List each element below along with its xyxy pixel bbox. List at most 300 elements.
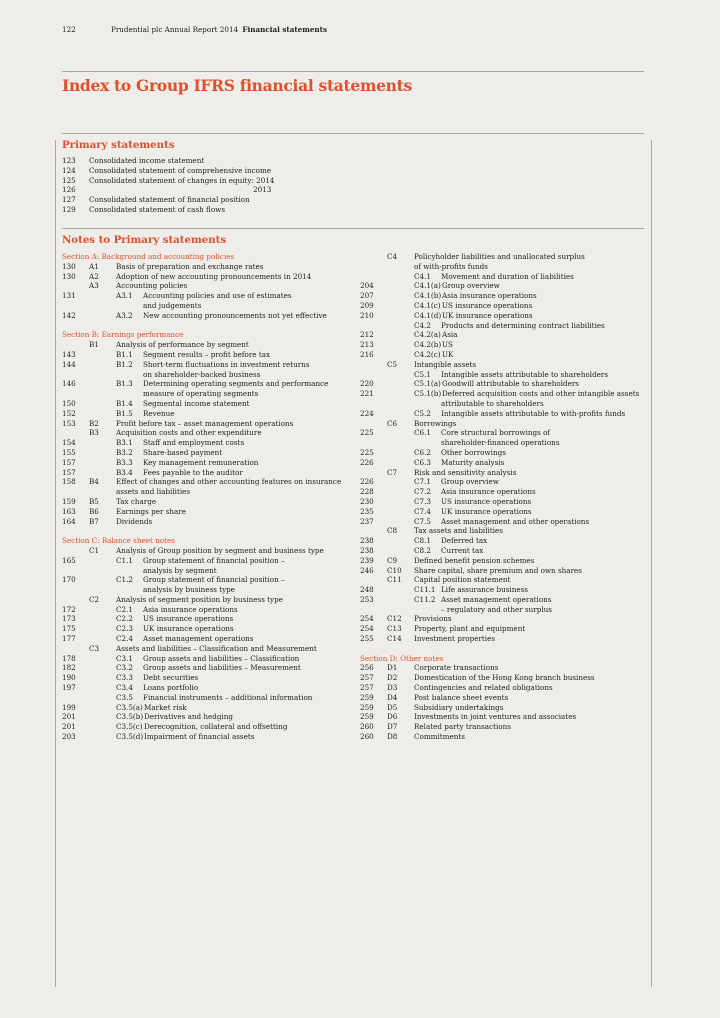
index-entry xyxy=(360,262,650,272)
page-number: 122 xyxy=(62,25,76,34)
entry-title: Staff and employment costs xyxy=(143,438,245,448)
index-entry xyxy=(62,360,352,370)
note-code: C4.2(b) xyxy=(414,340,442,350)
index-entry xyxy=(360,546,650,556)
entry-title: Other borrowings xyxy=(441,447,506,457)
index-entry xyxy=(62,205,322,215)
note-code: C4.1(d) xyxy=(414,310,442,320)
index-entry xyxy=(360,458,650,468)
entry-title: Post balance sheet events xyxy=(414,692,509,702)
note-code: C7.1 xyxy=(414,477,431,487)
note-code: C5 xyxy=(387,359,398,369)
note-code: C2.3 xyxy=(116,624,133,634)
index-entry xyxy=(62,370,352,380)
note-code: C5.1(a) xyxy=(414,379,441,389)
page-ref: 201 xyxy=(62,722,76,732)
entry-title: Derecognition, collateral and offsetting xyxy=(144,722,288,732)
entry-title: Assets and liabilities – Classification and Measurement xyxy=(116,643,317,653)
note-code: C4.1(b) xyxy=(414,291,442,301)
entry-title: Tax charge xyxy=(116,496,157,506)
page-ref: 201 xyxy=(62,712,76,722)
entry-title: Core structural borrowings of xyxy=(441,428,551,438)
index-entry xyxy=(360,595,650,605)
note-code: C3.5 xyxy=(116,692,133,702)
note-code: C7.2 xyxy=(414,487,431,497)
note-code: C7.4 xyxy=(414,506,431,516)
note-code: C4.2(c) xyxy=(414,349,441,359)
entry-title: Corporate transactions xyxy=(414,663,499,673)
index-entry xyxy=(360,517,650,527)
page-ref: 125 xyxy=(62,175,76,185)
entry-title: Deferred acquisition costs and other intangible assets xyxy=(442,389,640,399)
entry-title: Revenue xyxy=(143,408,175,418)
note-code: C4.1(c) xyxy=(414,300,441,310)
entry-title: analysis by business type xyxy=(143,585,236,595)
note-code: D4 xyxy=(387,692,398,702)
note-code: C3.5(a) xyxy=(116,702,143,712)
entry-title: Provisions xyxy=(414,614,452,624)
page-ref: 257 xyxy=(360,683,374,693)
index-entry xyxy=(62,683,352,693)
entry-title: attributable to shareholders xyxy=(441,398,544,408)
index-entry xyxy=(62,166,322,176)
entry-title: Acquisition costs and other expenditure xyxy=(116,428,262,438)
page-ref: 207 xyxy=(360,291,374,301)
page-ref: 230 xyxy=(360,496,374,506)
index-entry xyxy=(360,703,650,713)
page-ref: 165 xyxy=(62,555,76,565)
index-entry xyxy=(62,546,352,556)
page-ref: 182 xyxy=(62,663,76,673)
index-entry xyxy=(62,624,352,634)
note-code: C6.2 xyxy=(414,447,431,457)
entry-title: Loans portfolio xyxy=(143,683,199,693)
index-entry xyxy=(360,252,650,262)
index-entry xyxy=(62,301,352,311)
index-entry xyxy=(360,272,650,282)
index-entry xyxy=(62,350,352,360)
page-ref: 255 xyxy=(360,634,374,644)
note-code: C8.2 xyxy=(414,545,431,555)
index-entry xyxy=(360,556,650,566)
entry-title: Basis of preparation and exchange rates xyxy=(116,261,264,271)
notes-rule xyxy=(62,228,644,229)
index-entry xyxy=(62,389,352,399)
index-entry xyxy=(62,497,352,507)
index-entry xyxy=(62,595,352,605)
page-ref: 256 xyxy=(360,663,374,673)
entry-title: Profit before tax – asset management operations xyxy=(116,418,294,428)
entry-title: Analysis of segment position by business type xyxy=(116,594,283,604)
index-entry xyxy=(360,360,650,370)
entry-title: UK xyxy=(442,349,454,359)
page-ref: 239 xyxy=(360,555,374,565)
index-entry xyxy=(62,566,352,576)
entry-title: Goodwill attributable to shareholders xyxy=(442,379,579,389)
note-code: B6 xyxy=(89,506,99,516)
index-entry xyxy=(62,419,352,429)
page-ref: 225 xyxy=(360,428,374,438)
index-entry xyxy=(62,448,352,458)
entry-title: Analysis of Group position by segment and business type xyxy=(116,545,324,555)
section-heading: Section C: Balance sheet notes xyxy=(62,536,175,546)
note-code: C4.2(a) xyxy=(414,330,441,340)
note-code: B3.3 xyxy=(116,457,133,467)
page-ref: 142 xyxy=(62,310,76,320)
section-row xyxy=(62,536,352,546)
page-ref: 124 xyxy=(62,165,76,175)
section-heading: Section A: Background and accounting policies xyxy=(62,252,235,261)
index-entry xyxy=(360,468,650,478)
page-ref: 203 xyxy=(62,732,76,742)
page-ref: 172 xyxy=(62,604,76,614)
index-entry xyxy=(360,330,650,340)
page-ref: 170 xyxy=(62,575,76,585)
index-entry xyxy=(62,556,352,566)
page-ref: 154 xyxy=(62,438,76,448)
page-ref: 213 xyxy=(360,340,374,350)
note-code: C8.1 xyxy=(414,536,431,546)
note-code: D3 xyxy=(387,683,398,693)
note-code: D2 xyxy=(387,673,398,683)
index-entry xyxy=(62,176,322,186)
entry-title: Asia xyxy=(442,330,458,340)
entry-title: Policyholder liabilities and unallocated surplus xyxy=(414,252,585,261)
entry-title: Accounting policies xyxy=(116,281,188,291)
note-code: C6.3 xyxy=(414,457,431,467)
page-ref: 144 xyxy=(62,359,76,369)
entry-title: Risk and sensitivity analysis xyxy=(414,467,517,477)
entry-title: Asset management and other operations xyxy=(441,516,590,526)
note-code: C1.2 xyxy=(116,575,133,585)
entry-title: UK insurance operations xyxy=(442,310,533,320)
entry-title: Accounting policies and use of estimates xyxy=(143,291,292,301)
index-entry xyxy=(360,683,650,693)
note-code: C3.3 xyxy=(116,673,133,683)
entry-title: Movement and duration of liabilities xyxy=(441,271,574,281)
index-entry xyxy=(62,654,352,664)
entry-title: Share capital, share premium and own shares xyxy=(414,565,582,575)
index-entry xyxy=(360,536,650,546)
note-code: C4.1 xyxy=(414,271,431,281)
entry-title: Fees payable to the auditor xyxy=(143,467,243,477)
index-entry xyxy=(360,311,650,321)
page-ref: 155 xyxy=(62,447,76,457)
index-entry xyxy=(62,712,352,722)
note-code: C3 xyxy=(89,643,100,653)
index-entry xyxy=(62,291,352,301)
entry-title: US xyxy=(442,340,453,350)
entry-title: Debt securities xyxy=(143,673,199,683)
index-entry xyxy=(62,663,352,673)
entry-title: Consolidated statement of comprehensive income xyxy=(89,165,272,175)
note-code: C2.1 xyxy=(116,604,133,614)
notes-left-column xyxy=(62,252,352,742)
spacer xyxy=(62,526,352,536)
section-row xyxy=(62,252,352,262)
page-ref: 228 xyxy=(360,487,374,497)
entry-title: Asia insurance operations xyxy=(143,604,238,614)
note-code: C7 xyxy=(387,467,398,477)
entry-title: and judgements xyxy=(143,300,202,310)
page-ref: 157 xyxy=(62,467,76,477)
page-ref: 260 xyxy=(360,732,374,742)
entry-title: US insurance operations xyxy=(143,614,234,624)
entry-title: Investments in joint ventures and associates xyxy=(414,712,577,722)
note-code: B1.3 xyxy=(116,379,133,389)
page-ref: 212 xyxy=(360,330,374,340)
entry-title: Determining operating segments and performance xyxy=(143,379,329,389)
entry-title: Consolidated statement of financial position xyxy=(89,195,250,205)
entry-title: Market risk xyxy=(144,702,187,712)
index-entry xyxy=(62,722,352,732)
page-ref: 163 xyxy=(62,506,76,516)
index-entry xyxy=(360,605,650,615)
page-ref: 152 xyxy=(62,408,76,418)
page-ref: 190 xyxy=(62,673,76,683)
entry-title: measure of operating segments xyxy=(143,389,259,399)
index-entry xyxy=(360,477,650,487)
note-code: C11.1 xyxy=(414,585,436,595)
page-ref: 254 xyxy=(360,614,374,624)
page-ref: 150 xyxy=(62,398,76,408)
index-entry xyxy=(62,428,352,438)
entry-title: Deferred tax xyxy=(441,536,488,546)
page-ref: 248 xyxy=(360,585,374,595)
note-code: C2.2 xyxy=(116,614,133,624)
page-ref: 131 xyxy=(62,291,76,301)
entry-title: Group statement of financial position – xyxy=(143,575,285,585)
entry-title: Group assets and liabilities – Measurement xyxy=(143,663,301,673)
page-ref: 238 xyxy=(360,536,374,546)
page-ref: 130 xyxy=(62,261,76,271)
entry-title: Tax assets and liabilities xyxy=(414,526,503,536)
page-ref: 175 xyxy=(62,624,76,634)
page-ref: 173 xyxy=(62,614,76,624)
index-entry xyxy=(360,566,650,576)
primary-statements-list xyxy=(62,156,322,215)
page-ref: 127 xyxy=(62,195,76,205)
page-ref: 226 xyxy=(360,457,374,467)
page-ref: 235 xyxy=(360,506,374,516)
index-entry xyxy=(360,507,650,517)
section-heading: Section D: Other notes xyxy=(360,653,444,663)
index-entry xyxy=(360,448,650,458)
primary-rule xyxy=(62,133,644,134)
entry-title: Group overview xyxy=(442,281,500,291)
index-entry xyxy=(62,517,352,527)
entry-title: US insurance operations xyxy=(441,496,532,506)
page-ref: 204 xyxy=(360,281,374,291)
entry-title: Analysis of performance by segment xyxy=(116,340,249,350)
entry-title: Intangible assets attributable to shareholders xyxy=(441,369,609,379)
entry-title: Life assurance business xyxy=(441,585,528,595)
entry-title: US insurance operations xyxy=(442,300,533,310)
entry-title: 2013 xyxy=(253,185,272,195)
index-entry xyxy=(360,419,650,429)
index-entry xyxy=(62,634,352,644)
section-heading: Section B: Earnings performance xyxy=(62,330,184,340)
index-entry xyxy=(62,311,352,321)
note-code: B4 xyxy=(89,477,99,487)
note-code: C3.5(d) xyxy=(116,732,144,742)
entry-title: New accounting pronouncements not yet effective xyxy=(143,310,327,320)
note-code: B3.4 xyxy=(116,467,133,477)
index-entry xyxy=(62,732,352,742)
index-entry xyxy=(62,262,352,272)
page-ref: 246 xyxy=(360,565,374,575)
page-ref: 254 xyxy=(360,624,374,634)
notes-right-column xyxy=(360,252,650,742)
entry-title: Short-term fluctuations in investment returns xyxy=(143,359,310,369)
note-code: C5.1(b) xyxy=(414,389,442,399)
page-ref: 177 xyxy=(62,634,76,644)
index-entry xyxy=(360,321,650,331)
note-code: C2 xyxy=(89,594,100,604)
page-ref: 129 xyxy=(62,204,76,214)
entry-title: assets and liabilities xyxy=(116,487,191,497)
entry-title: Group assets and liabilities – Classification xyxy=(143,653,300,663)
page-ref: 226 xyxy=(360,477,374,487)
section-name: Financial statements xyxy=(242,25,328,34)
index-entry xyxy=(62,185,322,195)
entry-title: Intangible assets xyxy=(414,359,477,369)
index-entry xyxy=(62,340,352,350)
title-rule xyxy=(62,71,644,72)
note-code: C7.3 xyxy=(414,496,431,506)
page-ref: 224 xyxy=(360,408,374,418)
note-code: B5 xyxy=(89,496,99,506)
entry-title: Domestication of the Hong Kong branch business xyxy=(414,673,595,683)
index-entry xyxy=(62,507,352,517)
entry-title: Asset management operations xyxy=(441,594,552,604)
page-ref: 123 xyxy=(62,156,76,165)
entry-title: Subsidiary undertakings xyxy=(414,702,504,712)
primary-statements-heading: Primary statements xyxy=(62,139,175,151)
note-code: C3.1 xyxy=(116,653,133,663)
index-entry xyxy=(62,468,352,478)
note-code: D5 xyxy=(387,702,398,712)
page-ref: 216 xyxy=(360,349,374,359)
index-entry xyxy=(360,712,650,722)
entry-title: Dividends xyxy=(116,516,153,526)
index-entry xyxy=(360,585,650,595)
entry-title: Effect of changes and other accounting features on insurance xyxy=(116,477,342,487)
note-code: C5.1 xyxy=(414,369,431,379)
note-code: C2.4 xyxy=(116,634,133,644)
note-code: C12 xyxy=(387,614,402,624)
entry-title: of with-profits funds xyxy=(414,261,488,271)
note-code: B3 xyxy=(89,428,99,438)
entry-title: Commitments xyxy=(414,732,465,742)
note-code: C3.2 xyxy=(116,663,133,673)
index-entry xyxy=(360,614,650,624)
entry-title: Investment properties xyxy=(414,634,496,644)
index-entry xyxy=(360,487,650,497)
page-ref: 257 xyxy=(360,673,374,683)
index-entry xyxy=(360,722,650,732)
index-entry xyxy=(360,693,650,703)
note-code: B1.2 xyxy=(116,359,133,369)
note-code: C8 xyxy=(387,526,398,536)
index-entry xyxy=(62,605,352,615)
right-margin-rule xyxy=(651,140,652,987)
note-code: A1 xyxy=(89,261,99,271)
page-ref: 146 xyxy=(62,379,76,389)
entry-title: Share-based payment xyxy=(143,447,223,457)
index-entry xyxy=(62,379,352,389)
index-entry xyxy=(360,291,650,301)
page-ref: 225 xyxy=(360,447,374,457)
note-code: B3.1 xyxy=(116,438,133,448)
index-entry xyxy=(62,585,352,595)
entry-title: Derivatives and hedging xyxy=(144,712,233,722)
index-entry xyxy=(62,477,352,487)
page-ref: 157 xyxy=(62,457,76,467)
note-code: C13 xyxy=(387,624,402,634)
entry-title: Consolidated statement of changes in equity: 2014 xyxy=(89,175,275,185)
note-code: D6 xyxy=(387,712,398,722)
index-entry xyxy=(62,703,352,713)
entry-title: Current tax xyxy=(441,545,484,555)
entry-title: Related party transactions xyxy=(414,722,511,732)
note-code: B3.2 xyxy=(116,447,133,457)
entry-title: Maturity analysis xyxy=(441,457,505,467)
note-code: B1.4 xyxy=(116,398,133,408)
entry-title: Property, plant and equipment xyxy=(414,624,526,634)
entry-title: Capital position statement xyxy=(414,575,511,585)
note-code: C7.5 xyxy=(414,516,431,526)
page-ref: 130 xyxy=(62,271,76,281)
note-code: C4.1(a) xyxy=(414,281,441,291)
index-entry xyxy=(360,281,650,291)
page-ref: 238 xyxy=(360,545,374,555)
note-code: C1 xyxy=(89,545,100,555)
page-ref: 209 xyxy=(360,300,374,310)
index-entry xyxy=(360,673,650,683)
entry-title: Group statement of financial position – xyxy=(143,555,285,565)
page-ref: 159 xyxy=(62,496,76,506)
note-code: A3.2 xyxy=(116,310,133,320)
index-entry xyxy=(360,409,650,419)
entry-title: analysis by segment xyxy=(143,565,217,575)
note-code: C3.5(c) xyxy=(116,722,143,732)
note-code: D8 xyxy=(387,732,398,742)
page-ref: 199 xyxy=(62,702,76,712)
index-entry xyxy=(360,301,650,311)
note-code: C1.1 xyxy=(116,555,133,565)
page-ref: 153 xyxy=(62,418,76,428)
note-code: C10 xyxy=(387,565,402,575)
entry-title: shareholder-financed operations xyxy=(441,438,560,448)
index-entry xyxy=(360,379,650,389)
index-entry xyxy=(62,575,352,585)
spacer xyxy=(360,644,650,654)
index-entry xyxy=(360,370,650,380)
spacer xyxy=(62,321,352,331)
index-entry xyxy=(62,614,352,624)
page-ref: 237 xyxy=(360,516,374,526)
page-ref: 197 xyxy=(62,683,76,693)
index-entry xyxy=(360,428,650,438)
index-entry xyxy=(360,624,650,634)
index-entry xyxy=(360,526,650,536)
entry-title: Intangible assets attributable to with-profits funds xyxy=(441,408,626,418)
index-entry xyxy=(62,156,322,166)
entry-title: Adoption of new accounting pronouncements in 2014 xyxy=(116,271,312,281)
entry-title: Asia insurance operations xyxy=(441,487,536,497)
note-code: A3.1 xyxy=(116,291,133,301)
